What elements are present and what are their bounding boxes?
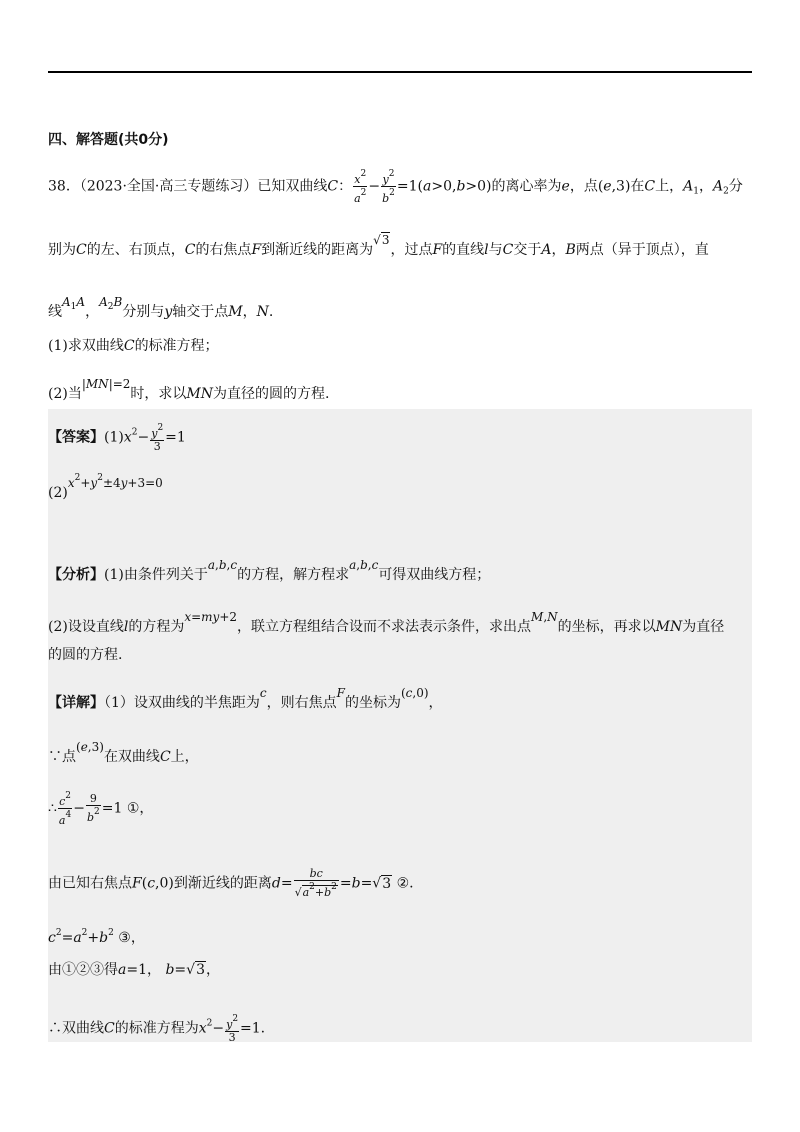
detail-line-5: $c^2=a^2+b^2$ ③， [48, 928, 145, 946]
detail-line-6: 由①②③得a=1， b=√3， [48, 962, 220, 978]
question-number: 38． [48, 178, 80, 195]
top-rule [48, 71, 752, 73]
answer-line-2: $(2)x^2+y^2\pm 4y+3=0$ [48, 473, 163, 501]
question-part-2: (2)当|MN|=2时，求以MN为直径的圆的方程. [48, 377, 330, 402]
detail-label: 【详解】 [48, 695, 104, 711]
question-source: （2023·全国·高三专题练习） [79, 178, 258, 195]
analysis-label: 【分析】 [48, 567, 104, 583]
detail-line-2: ∵点(e,3)在双曲线C上， [48, 740, 199, 765]
detail-line-1: 【详解】（1）设双曲线的半焦距为c，则右焦点F的坐标为(c,0)， [48, 686, 443, 711]
answer-label: 【答案】 [48, 429, 104, 446]
solution-panel [48, 409, 752, 1042]
detail-line-3: ∴ $\frac{c^2}{a^4}$ − $\frac{9}{b^2}$ =1 ①， [48, 791, 154, 827]
analysis-line-2: (2)设设直线l的方程为x=my+2，联立方程组结合设而不求法表示条件，求出点M,N的坐标，再求以MN为直径 [48, 610, 725, 635]
section-title: 四、解答题(共0分) [48, 132, 169, 148]
question-line-1: 38．（2023·全国·高三专题练习）已知双曲线C： $\frac{x^2}{a^2}$ − $\frac{y^2}{b^2}$ =1(a>0,b>0)的离心率为e，点(e,3)在C上，$A_1$，$A_2$分 [48, 169, 743, 205]
detail-line-4: 由已知右焦点F(c,0)到渐近线的距离d= $\frac{bc}{√a^2+b^2}$ =b=√3 ②. [48, 867, 414, 899]
question-part-1: (1)求双曲线C的标准方程； [48, 338, 219, 354]
hyperbola-equation: $\frac{x^2}{a^2}$ [354, 169, 367, 205]
analysis-line-3: 的圆的方程. [48, 647, 123, 663]
question-line-2: 别为C的左、右顶点，C的右焦点F到渐近线的距离为√3，过点F的直线l与C交于A，B两点（异于顶点），直 [48, 233, 709, 258]
answer-line-1: 【答案】$(1)x^2-$ $\frac{y^2}{3}$ =1 [48, 423, 186, 453]
detail-line-7: ∴双曲线C的标准方程为$x^2-$ $\frac{y^2}{3}$ =1. [48, 1014, 266, 1044]
question-line-3: 线$A_1A$，$A_2B$分别与y轴交于点M，N. [48, 295, 274, 320]
analysis-line-1: 【分析】(1)由条件列关于a,b,c的方程，解方程求a,b,c可得双曲线方程； [48, 558, 491, 583]
